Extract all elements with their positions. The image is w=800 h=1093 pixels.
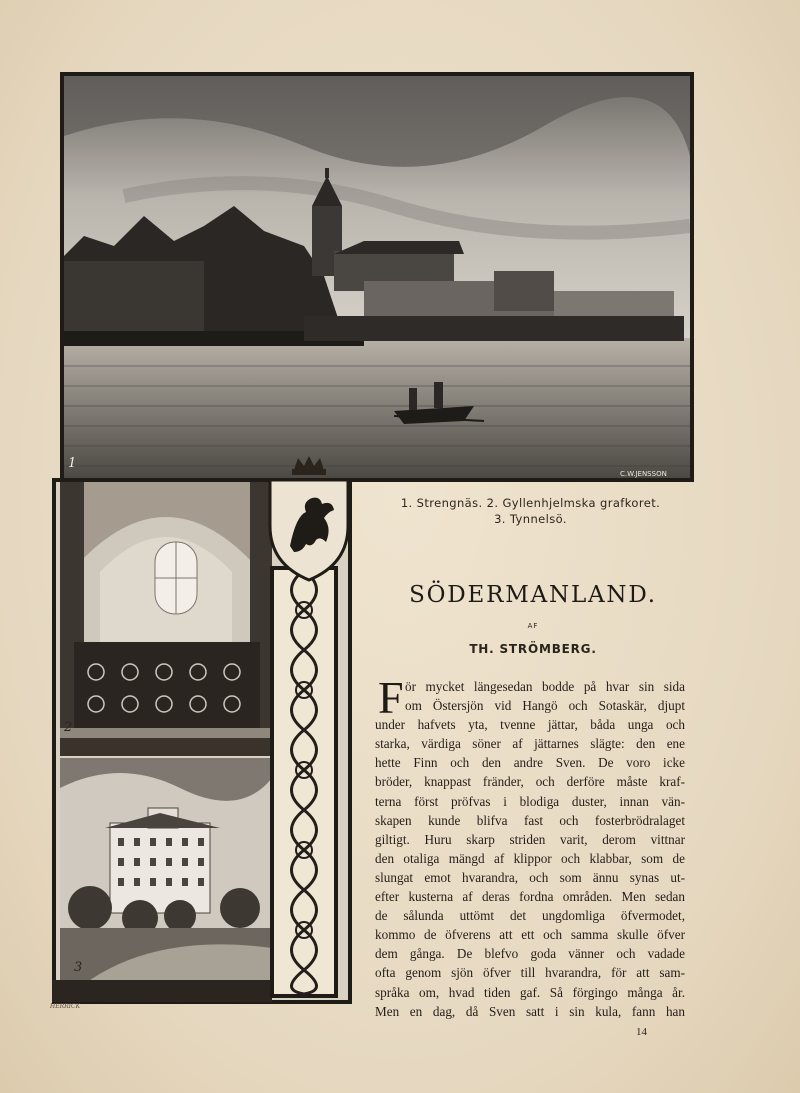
bottom-frame-band — [52, 980, 272, 1002]
body-line: under hafvets yta, tvenne jättar, båda unga och — [375, 717, 685, 733]
body-line: den otaliga mängd af klippor och klabbar, som de — [375, 850, 685, 866]
body-line: hette Finn och den andre Sven. De voro icke — [375, 755, 685, 771]
body-line: skapen kunde blifva fast och fosterbrödralaget — [375, 812, 685, 828]
plate-caption — [368, 495, 693, 527]
body-line: om Östersjön vid Hangö och Sotaskär, djupt — [405, 698, 685, 714]
ornamental-pillar — [270, 566, 338, 998]
plate-number-1: 1 — [68, 456, 77, 471]
engraver-mark: HERRICK — [50, 1003, 81, 1010]
plate-number-3: 3 — [74, 960, 83, 975]
tynnelso-castle-engraving — [60, 758, 272, 980]
plate-number-2: 2 — [64, 720, 73, 735]
drop-cap: F — [378, 672, 404, 723]
gyllenhjelm-chapel-engraving — [60, 482, 272, 738]
body-text — [375, 672, 685, 1021]
caption-line-1: 1. Strengnäs. 2. Gyllenhjelmska grafkoret. — [400, 496, 661, 510]
body-line: terna först pröfvas i blodiga duster, innan vän- — [375, 793, 685, 809]
body-line: ofta genom sjön öfver till hvarandra, för att sam- — [375, 965, 685, 981]
artist-signature: C.W.JENSSON — [620, 470, 667, 478]
caption-line-2: 3. Tynnelsö. — [494, 512, 567, 526]
body-line: slungat emot hvarandra, och som ännu synas ut- — [375, 869, 685, 885]
chapel-base-band — [60, 738, 272, 756]
sodermanland-crest-icon — [262, 456, 356, 586]
body-line: språka om, hvad tiden gaf. Så förgingo många år. — [375, 984, 685, 1000]
body-line: dem gånga. De blefvo goda vänner och vadade — [375, 946, 685, 962]
chapter-title: SÖDERMANLAND. — [409, 582, 657, 608]
author-name: TH. STRÖMBERG. — [469, 642, 597, 656]
body-line: starka, värdiga söner af jättarnes slägte: den ene — [375, 736, 685, 752]
body-line: de sålunda uttömt det ungdomliga öfvermodet, — [375, 908, 685, 924]
body-line: Men en dag, då Sven satt i sin kula, fann han — [375, 1003, 685, 1019]
strengnas-engraving — [60, 72, 694, 482]
body-line: kommo de öfverens att ett och samma skulle öfver — [375, 927, 685, 943]
byline-af: AF — [527, 622, 539, 630]
page-number: 14 — [636, 1026, 647, 1038]
body-line: efter kusterna af deras fordna områden. Men sedan — [375, 889, 685, 905]
body-line: ör mycket längesedan bodde på hvar sin sida — [405, 679, 685, 694]
body-line: bröder, knappast fränder, och derföre måste kraf- — [375, 774, 685, 790]
body-line: giltigt. Huru skarp striden varit, derom vittnar — [375, 831, 685, 847]
